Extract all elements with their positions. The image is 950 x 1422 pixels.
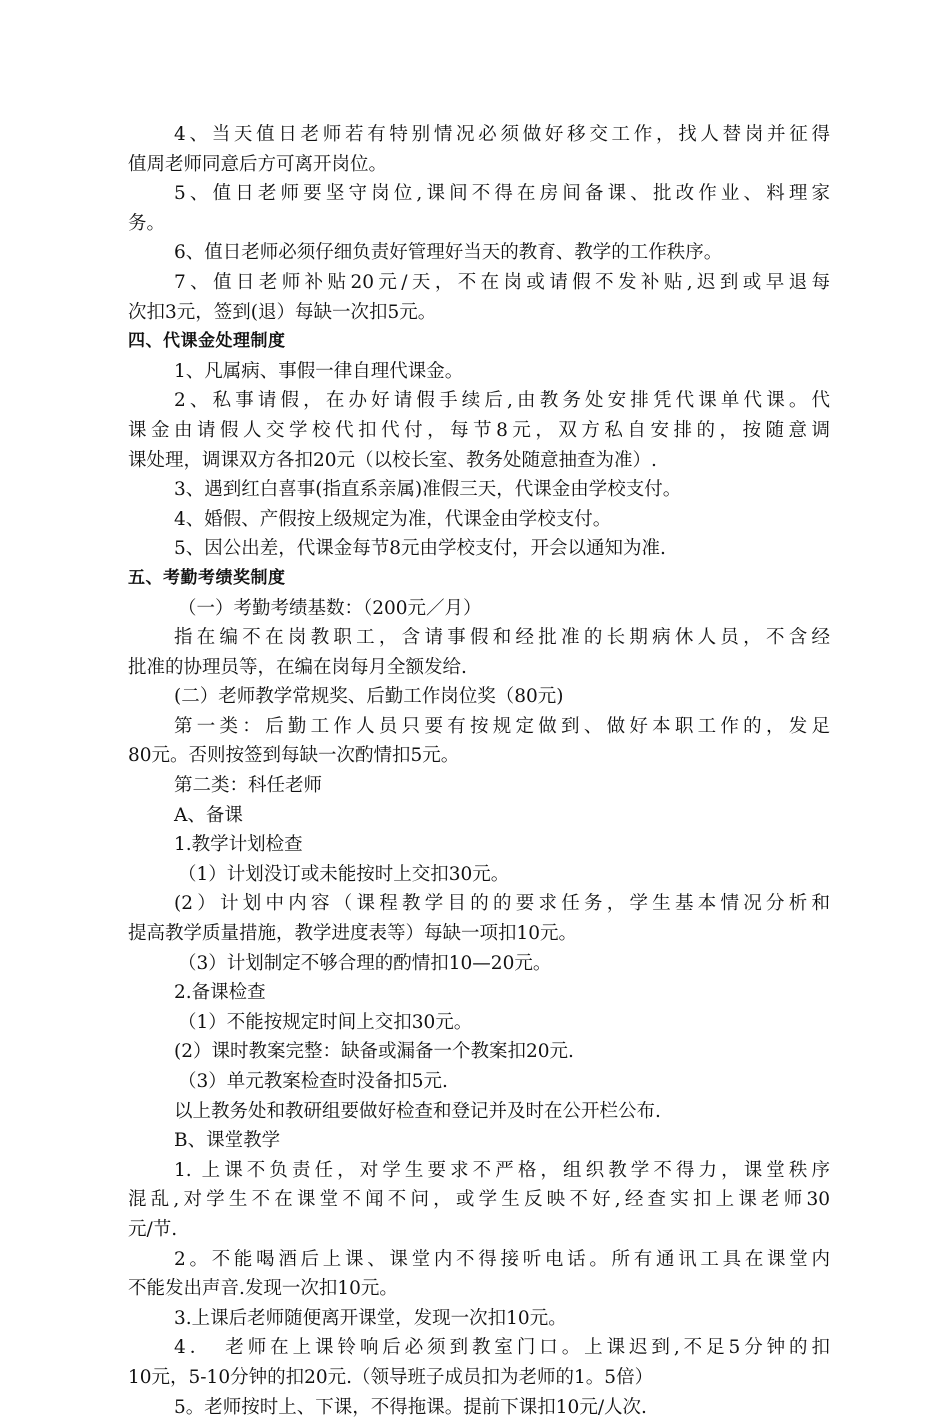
document-page — [128, 120, 830, 1422]
text-line: 7、值日老师补贴20元/天，不在岗或请假不发补贴,迟到或早退每 — [174, 271, 830, 293]
text-line: 3.上课后老师随便离开课堂，发现一次扣10元。 — [174, 1307, 567, 1329]
text-line: (2）计划中内容（课程教学目的的要求任务，学生基本情况分析和 — [174, 893, 830, 915]
text-line: （3）单元教案检查时没备扣5元. — [178, 1071, 448, 1092]
section-heading: 四、代课金处理制度 — [128, 331, 286, 352]
text-line: 5、因公出差，代课金每节8元由学校支付，开会以通知为准. — [174, 538, 666, 560]
text-line: 指在编不在岗教职工，含请事假和经批准的长期病休人员，不含经 — [174, 627, 830, 649]
text-line: 2.备课检查 — [174, 982, 266, 1004]
text-line: （1）不能按规定时间上交扣30元。 — [178, 1011, 473, 1033]
text-line: 1.教学计划检查 — [174, 834, 303, 856]
text-line: 80元。否则按签到每缺一次酌情扣5元。 — [128, 745, 460, 767]
text-line: 不能发出声音.发现一次扣10元。 — [128, 1278, 398, 1300]
text-line: 第二类：科任老师 — [174, 775, 323, 797]
text-line: 1、凡属病、事假一律自理代课金。 — [174, 360, 464, 382]
text-line: （一）考勤考绩基数：（200元／月） — [178, 597, 482, 619]
text-line: （1）计划没订或未能按时上交扣30元。 — [178, 863, 510, 885]
text-line: （3）计划制定不够合理的酌情扣10—20元。 — [178, 952, 552, 974]
text-line: 10元，5-10分钟的扣20元.（领导班子成员扣为老师的1。5倍） — [128, 1366, 654, 1388]
text-line: 6、值日老师必须仔细负责好管理好当天的教育、教学的工作秩序。 — [174, 242, 723, 264]
text-line: A、备课 — [174, 804, 243, 826]
text-line: 3、遇到红白喜事(指直系亲属)准假三天，代课金由学校支付。 — [174, 479, 682, 501]
text-line: 务。 — [128, 212, 166, 234]
text-line: 4． 老师在上课铃响后必须到教室门口。上课迟到,不足5分钟的扣 — [174, 1337, 830, 1359]
text-line: 值周老师同意后方可离开岗位。 — [128, 153, 388, 175]
text-line: 4、婚假、产假按上级规定为准，代课金由学校支付。 — [174, 508, 612, 530]
text-line: 5。老师按时上、下课，不得拖课。提前下课扣10元/人次. — [174, 1396, 647, 1418]
text-line: 混乱,对学生不在课堂不闻不问，或学生反映不好,经查实扣上课老师30 — [128, 1189, 830, 1211]
text-line: (二）老师教学常规奖、后勤工作岗位奖（80元) — [174, 686, 564, 708]
text-line: 5、值日老师要坚守岗位,课间不得在房间备课、批改作业、料理家 — [174, 183, 830, 205]
text-line: 1. 上课不负责任，对学生要求不严格，组织教学不得力，课堂秩序 — [174, 1159, 830, 1181]
text-line: (2）课时教案完整：缺备或漏备一个教案扣20元. — [174, 1041, 574, 1063]
text-line: 批准的协理员等，在编在岗每月全额发给. — [128, 656, 467, 678]
text-line: 以上教务处和教研组要做好检查和登记并及时在公开栏公布. — [174, 1100, 661, 1122]
text-line: 第一类：后勤工作人员只要有按规定做到、做好本职工作的，发足 — [174, 715, 830, 737]
text-line: 元/节. — [128, 1218, 178, 1240]
section-heading: 五、考勤考绩奖制度 — [128, 567, 286, 588]
text-line: 次扣3元，签到(退）每缺一次扣5元。 — [128, 301, 437, 323]
text-line: 4、当天值日老师若有特别情况必须做好移交工作，找人替岗并征得 — [174, 124, 830, 145]
text-line: 2、私事请假，在办好请假手续后,由教务处安排凭代课单代课。代 — [174, 390, 830, 412]
text-line: 课金由请假人交学校代扣代付，每节8元，双方私自安排的，按随意调 — [128, 419, 830, 441]
text-line: 课处理，调课双方各扣20元（以校长室、教务处随意抽查为准）. — [128, 449, 657, 471]
text-line: 2。不能喝酒后上课、课堂内不得接听电话。所有通讯工具在课堂内 — [174, 1248, 830, 1270]
text-line: B、课堂教学 — [174, 1130, 281, 1152]
text-line: 提高教学质量措施，教学进度表等）每缺一项扣10元。 — [128, 923, 578, 945]
